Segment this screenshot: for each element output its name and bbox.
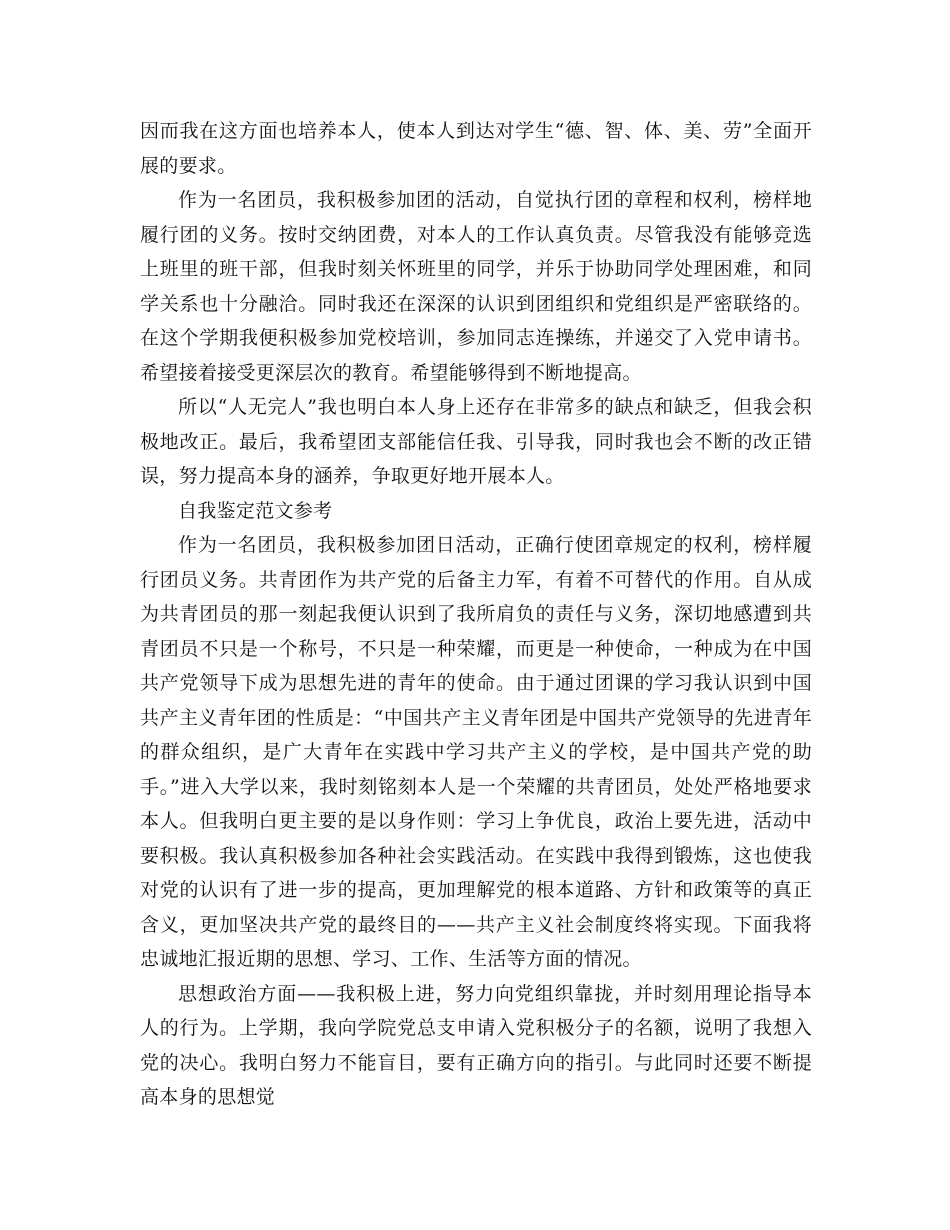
paragraph-continuation: 因而我在这方面也培养本人，使本人到达对学生“德、智、体、美、劳”全面开展的要求。 xyxy=(140,120,812,177)
paragraph-league-member-duties: 作为一名团员，我积极参加团的活动，自觉执行团的章程和权利，榜样地履行团的义务。按时交纳团费，对本人的工作认真负责。尽管我没有能够竞选上班里的班干部，但我时刻关怀班里的同学，并乐于协助同学处理困难，和同学关系也十分融洽。同时我还在深深的认识到团组织和党组织是严密联络的。在这个学期我便积极参加党校培训，参加同志连操练，并递交了入党申请书。希望接着接受更深层次的教育。希望能够得到不断地提高。 xyxy=(140,189,812,384)
paragraph-league-mission: 作为一名团员，我积极参加团日活动，正确行使团章规定的权利，榜样履行团员义务。共青团作为共产党的后备主力军，有着不可替代的作用。自从成为共青团员的那一刻起我便认识到了我所肩负的责任与义务，深切地感遭到共青团员不只是一个称号，不只是一种荣耀，而更是一种使命，一种成为在中国共产党领导下成为思想先进的青年的使命。由于通过团课的学习我认识到中国共产主义青年团的性质是：“中国共产主义青年团是中国共产党领导的先进青年的群众组织，是广大青年在实践中学习共产主义的学校，是中国共产党的助手。”进入大学以来，我时刻铭刻本人是一个荣耀的共青团员，处处严格地要求本人。但我明白更主要的是以身作则：学习上争优良，政治上要先进，活动中要积极。我认真积极参加各种社会实践活动。在实践中我得到锻炼，这也使我对党的认识有了进一步的提高，更加理解党的根本道路、方针和政策等的真正含义，更加坚决共产党的最终目的——共产主义社会制度终将实现。下面我将忠诚地汇报近期的思想、学习、工作、生活等方面的情况。 xyxy=(140,534,812,970)
paragraph-self-improvement: 所以“人无完人”我也明白本人身上还存在非常多的缺点和缺乏，但我会积极地改正。最后，我希望团支部能信任我、引导我，同时我也会不断的改正错误，努力提高本身的涵养，争取更好地开展本人。 xyxy=(140,396,812,487)
section-heading: 自我鉴定范文参考 xyxy=(178,499,333,522)
paragraph-political-thought: 思想政治方面——我积极上进，努力向党组织靠拢，并时刻用理论指导本人的行为。上学期，我向学院党总支申请入党积极分子的名额，说明了我想入党的决心。我明白努力不能盲目，要有正确方向的指引。与此同时还要不断提高本身的思想觉 xyxy=(140,982,812,1108)
document-body xyxy=(140,114,812,1115)
